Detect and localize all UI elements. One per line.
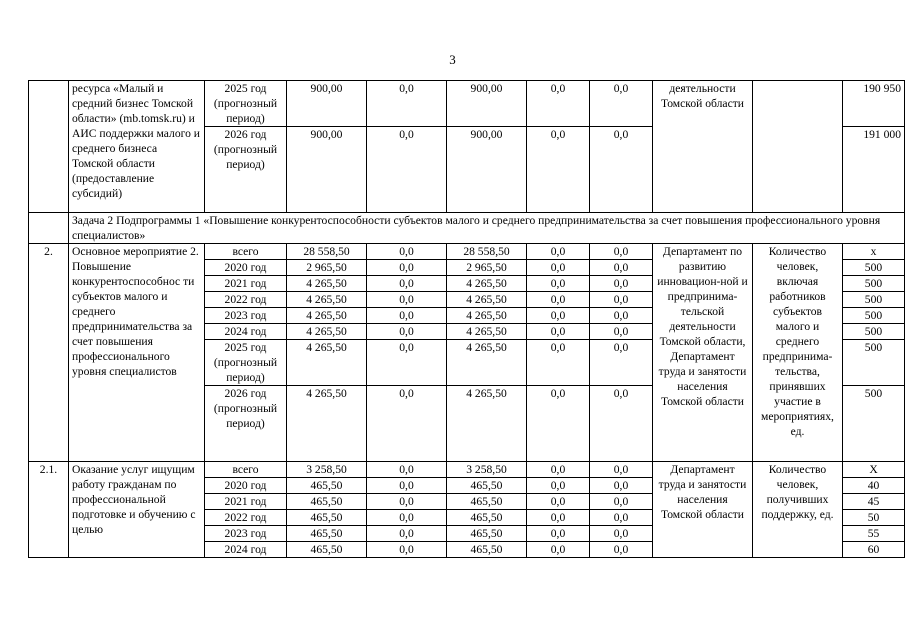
period-cell: 2024 год bbox=[205, 542, 287, 558]
total-cell: 465,50 bbox=[287, 526, 367, 542]
local-cell: 0,0 bbox=[527, 127, 590, 213]
federal-cell: 0,0 bbox=[367, 324, 447, 340]
regional-cell: 28 558,50 bbox=[447, 244, 527, 260]
regional-cell: 465,50 bbox=[447, 494, 527, 510]
period-cell: всего bbox=[205, 462, 287, 478]
extra-budget-cell: 0,0 bbox=[590, 276, 653, 292]
local-cell: 0,0 bbox=[527, 462, 590, 478]
target-cell: 500 bbox=[843, 308, 905, 324]
federal-cell: 0,0 bbox=[367, 81, 447, 127]
local-cell: 0,0 bbox=[527, 308, 590, 324]
measure-name-cell: Оказание услуг ищущим работу гражданам по профессиональной подготовке и обучению с целью bbox=[69, 462, 205, 558]
target-cell: 500 bbox=[843, 292, 905, 308]
period-cell: 2023 год bbox=[205, 526, 287, 542]
regional-cell: 4 265,50 bbox=[447, 386, 527, 462]
federal-cell: 0,0 bbox=[367, 127, 447, 213]
total-cell: 4 265,50 bbox=[287, 292, 367, 308]
local-cell: 0,0 bbox=[527, 244, 590, 260]
row-num-cell: 2.1. bbox=[29, 462, 69, 558]
local-cell: 0,0 bbox=[527, 324, 590, 340]
regional-cell: 900,00 bbox=[447, 127, 527, 213]
federal-cell: 0,0 bbox=[367, 276, 447, 292]
local-cell: 0,0 bbox=[527, 276, 590, 292]
period-cell: 2023 год bbox=[205, 308, 287, 324]
extra-budget-cell: 0,0 bbox=[590, 127, 653, 213]
federal-cell: 0,0 bbox=[367, 542, 447, 558]
total-cell: 4 265,50 bbox=[287, 386, 367, 462]
target-cell: 500 bbox=[843, 386, 905, 462]
target-cell: 60 bbox=[843, 542, 905, 558]
executor-cell: Департамент труда и занятости населения Томской области bbox=[653, 462, 753, 558]
period-cell: 2020 год bbox=[205, 478, 287, 494]
extra-budget-cell: 0,0 bbox=[590, 340, 653, 386]
extra-budget-cell: 0,0 bbox=[590, 324, 653, 340]
regional-cell: 465,50 bbox=[447, 542, 527, 558]
federal-cell: 0,0 bbox=[367, 260, 447, 276]
target-cell: 55 bbox=[843, 526, 905, 542]
extra-budget-cell: 0,0 bbox=[590, 292, 653, 308]
extra-budget-cell: 0,0 bbox=[590, 462, 653, 478]
federal-cell: 0,0 bbox=[367, 526, 447, 542]
extra-budget-cell: 0,0 bbox=[590, 244, 653, 260]
federal-cell: 0,0 bbox=[367, 510, 447, 526]
row-num-cell bbox=[29, 81, 69, 213]
measure-name-cell: ресурса «Малый и средний бизнес Томской области» (mb.tomsk.ru) и АИС поддержки малого и среднего бизнеса Томской области (предоставление субсидий) bbox=[69, 81, 205, 213]
table-row bbox=[29, 244, 905, 260]
local-cell: 0,0 bbox=[527, 542, 590, 558]
total-cell: 2 965,50 bbox=[287, 260, 367, 276]
federal-cell: 0,0 bbox=[367, 386, 447, 462]
regional-cell: 900,00 bbox=[447, 81, 527, 127]
extra-budget-cell: 0,0 bbox=[590, 542, 653, 558]
federal-cell: 0,0 bbox=[367, 478, 447, 494]
total-cell: 28 558,50 bbox=[287, 244, 367, 260]
local-cell: 0,0 bbox=[527, 292, 590, 308]
total-cell: 465,50 bbox=[287, 494, 367, 510]
page-number: 3 bbox=[449, 52, 456, 67]
regional-cell: 4 265,50 bbox=[447, 292, 527, 308]
row-num-cell bbox=[29, 213, 69, 244]
extra-budget-cell: 0,0 bbox=[590, 260, 653, 276]
total-cell: 4 265,50 bbox=[287, 340, 367, 386]
regional-cell: 4 265,50 bbox=[447, 340, 527, 386]
total-cell: 465,50 bbox=[287, 478, 367, 494]
executor-cell: деятельности Томской области bbox=[653, 81, 753, 213]
extra-budget-cell: 0,0 bbox=[590, 510, 653, 526]
total-cell: 900,00 bbox=[287, 81, 367, 127]
period-cell: 2026 год (прогнозный период) bbox=[205, 386, 287, 462]
target-cell: 50 bbox=[843, 510, 905, 526]
local-cell: 0,0 bbox=[527, 510, 590, 526]
period-cell: 2020 год bbox=[205, 260, 287, 276]
period-cell: 2021 год bbox=[205, 276, 287, 292]
indicator-cell: Количество человек, включая работников субъектов малого и среднего предпринима-тельства, принявших участие в мероприятиях, ед. bbox=[753, 244, 843, 462]
local-cell: 0,0 bbox=[527, 81, 590, 127]
total-cell: 465,50 bbox=[287, 510, 367, 526]
regional-cell: 465,50 bbox=[447, 510, 527, 526]
indicator-cell bbox=[753, 81, 843, 213]
total-cell: 900,00 bbox=[287, 127, 367, 213]
federal-cell: 0,0 bbox=[367, 244, 447, 260]
program-table bbox=[28, 80, 905, 558]
target-cell: 500 bbox=[843, 260, 905, 276]
task-row bbox=[29, 213, 905, 244]
period-cell: 2021 год bbox=[205, 494, 287, 510]
period-cell: 2026 год (прогнозный период) bbox=[205, 127, 287, 213]
regional-cell: 465,50 bbox=[447, 478, 527, 494]
target-cell: Х bbox=[843, 462, 905, 478]
local-cell: 0,0 bbox=[527, 526, 590, 542]
federal-cell: 0,0 bbox=[367, 308, 447, 324]
measure-name-cell: Основное мероприятие 2. Повышение конкурентоспособнос ти субъектов малого и среднего предпринимательства за счет повышения профессионального уровня специалистов bbox=[69, 244, 205, 462]
period-cell: 2025 год (прогнозный период) bbox=[205, 81, 287, 127]
executor-cell: Департамент по развитию инновацион-ной и предпринима-тельской деятельности Томской области, Департамент труда и занятости населения Томской области bbox=[653, 244, 753, 462]
extra-budget-cell: 0,0 bbox=[590, 526, 653, 542]
period-cell: всего bbox=[205, 244, 287, 260]
target-cell: 40 bbox=[843, 478, 905, 494]
regional-cell: 465,50 bbox=[447, 526, 527, 542]
local-cell: 0,0 bbox=[527, 260, 590, 276]
regional-cell: 2 965,50 bbox=[447, 260, 527, 276]
total-cell: 3 258,50 bbox=[287, 462, 367, 478]
local-cell: 0,0 bbox=[527, 340, 590, 386]
federal-cell: 0,0 bbox=[367, 292, 447, 308]
target-cell: 500 bbox=[843, 276, 905, 292]
period-cell: 2022 год bbox=[205, 510, 287, 526]
local-cell: 0,0 bbox=[527, 494, 590, 510]
target-cell: 191 000 bbox=[843, 127, 905, 213]
federal-cell: 0,0 bbox=[367, 462, 447, 478]
target-cell: 500 bbox=[843, 324, 905, 340]
target-cell: 190 950 bbox=[843, 81, 905, 127]
row-num-cell: 2. bbox=[29, 244, 69, 462]
target-cell: х bbox=[843, 244, 905, 260]
period-cell: 2022 год bbox=[205, 292, 287, 308]
target-cell: 45 bbox=[843, 494, 905, 510]
extra-budget-cell: 0,0 bbox=[590, 81, 653, 127]
regional-cell: 3 258,50 bbox=[447, 462, 527, 478]
period-cell: 2025 год (прогнозный период) bbox=[205, 340, 287, 386]
total-cell: 4 265,50 bbox=[287, 324, 367, 340]
extra-budget-cell: 0,0 bbox=[590, 494, 653, 510]
regional-cell: 4 265,50 bbox=[447, 276, 527, 292]
extra-budget-cell: 0,0 bbox=[590, 478, 653, 494]
task-title: Задача 2 Подпрограммы 1 «Повышение конкурентоспособности субъектов малого и среднего предпринимательства за счет повышения профессионального уровня специалистов» bbox=[69, 213, 905, 244]
local-cell: 0,0 bbox=[527, 478, 590, 494]
extra-budget-cell: 0,0 bbox=[590, 308, 653, 324]
extra-budget-cell: 0,0 bbox=[590, 386, 653, 462]
table-row bbox=[29, 462, 905, 478]
total-cell: 4 265,50 bbox=[287, 308, 367, 324]
regional-cell: 4 265,50 bbox=[447, 308, 527, 324]
federal-cell: 0,0 bbox=[367, 340, 447, 386]
indicator-cell: Количество человек, получивших поддержку, ед. bbox=[753, 462, 843, 558]
period-cell: 2024 год bbox=[205, 324, 287, 340]
table-row bbox=[29, 81, 905, 127]
total-cell: 4 265,50 bbox=[287, 276, 367, 292]
total-cell: 465,50 bbox=[287, 542, 367, 558]
target-cell: 500 bbox=[843, 340, 905, 386]
regional-cell: 4 265,50 bbox=[447, 324, 527, 340]
local-cell: 0,0 bbox=[527, 386, 590, 462]
federal-cell: 0,0 bbox=[367, 494, 447, 510]
